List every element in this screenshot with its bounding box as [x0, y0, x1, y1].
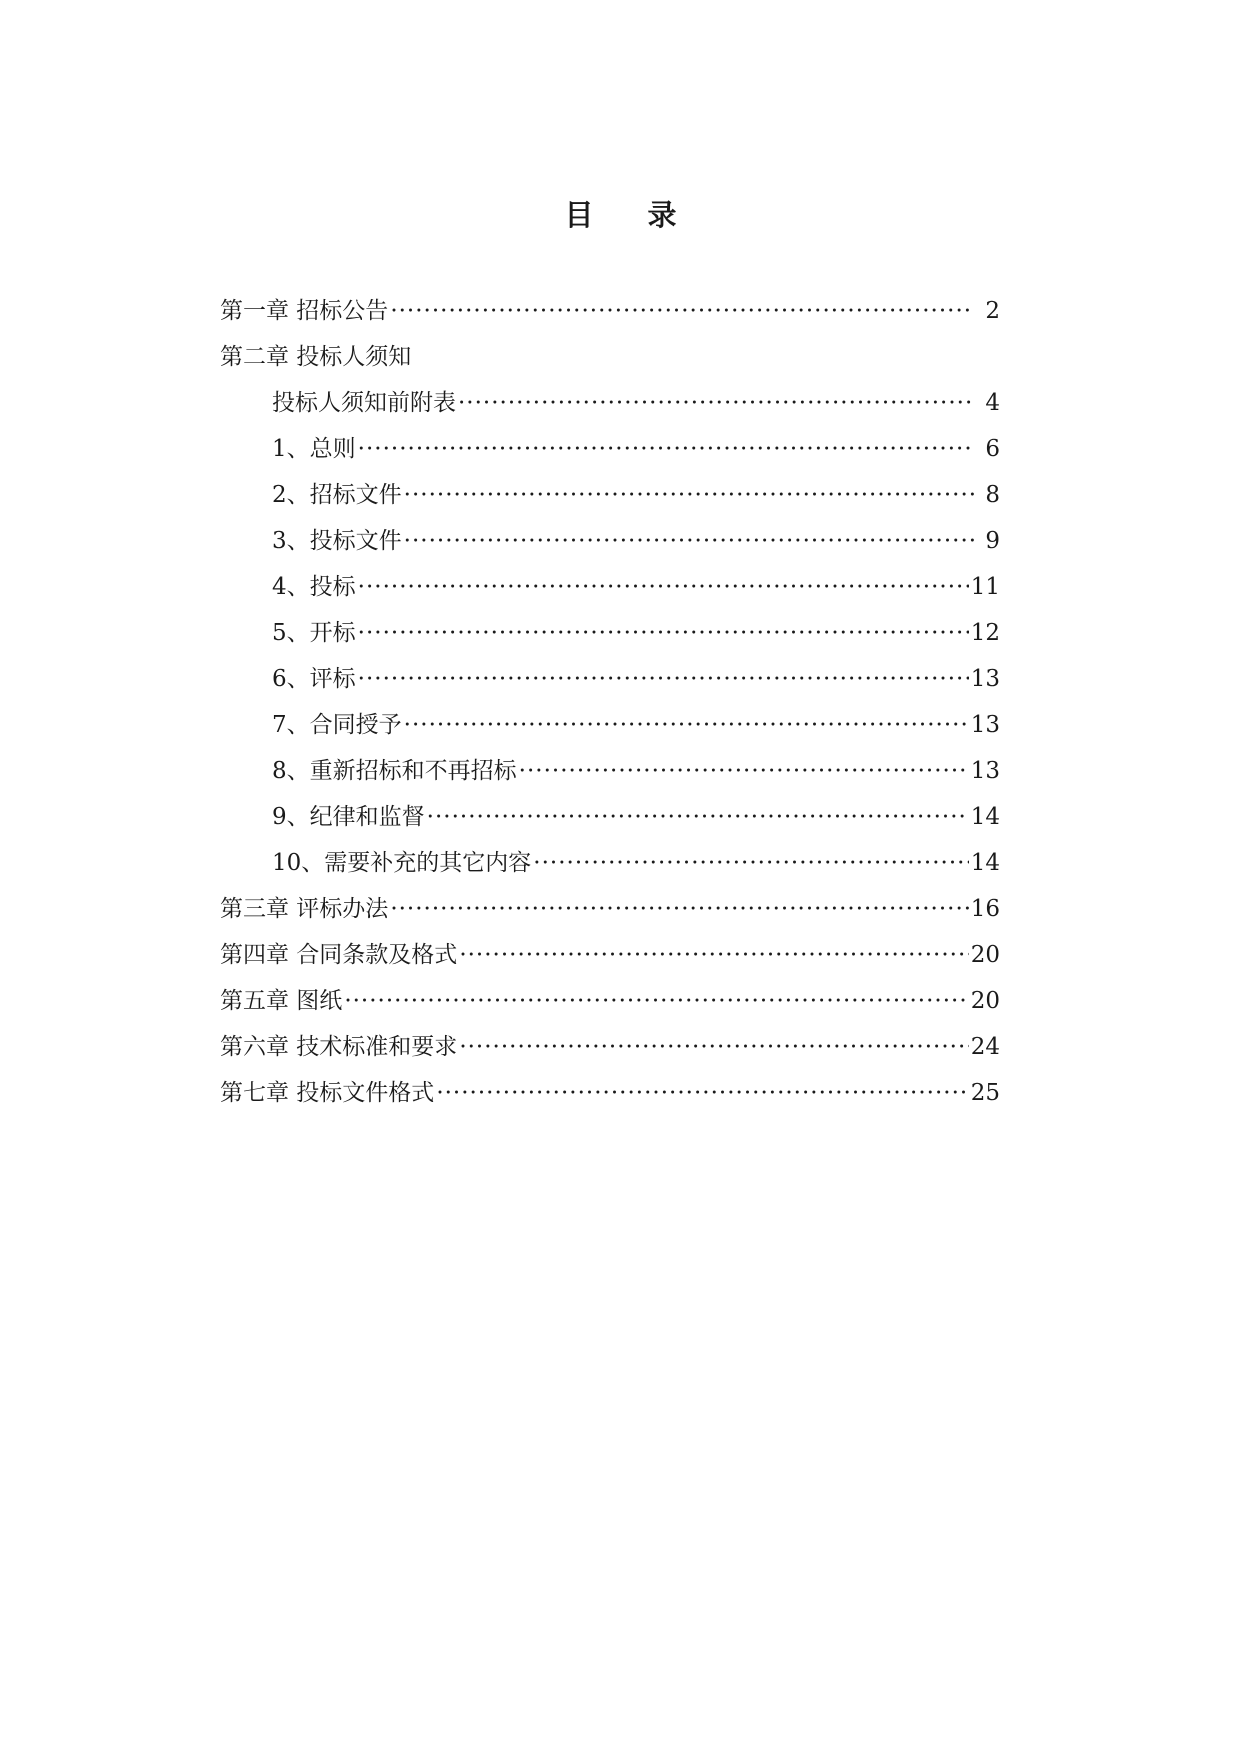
toc-entry-page-number: 8	[985, 482, 1000, 508]
toc-entry-page-number: 12	[970, 620, 1000, 646]
toc-entry-label: 第四章 合同条款及格式	[220, 942, 458, 968]
toc-entry-label: 8、重新招标和不再招标	[272, 758, 517, 784]
toc-entry-page-number: 16	[970, 896, 1000, 922]
toc-entry[interactable]	[220, 288, 1000, 334]
toc-entry-page-number: 14	[970, 804, 1000, 830]
toc-entry-label: 第七章 投标文件格式	[220, 1080, 435, 1106]
toc-entry[interactable]	[220, 564, 1000, 610]
toc-entry-label: 10、需要补充的其它内容	[272, 850, 532, 876]
toc-entry-page-number: 20	[970, 988, 1000, 1014]
toc-entry-page-number: 25	[970, 1080, 1000, 1106]
toc-entry[interactable]	[220, 702, 1000, 748]
toc-dot-leader	[404, 472, 974, 518]
toc-dot-leader	[404, 702, 969, 748]
toc-entry-label: 5、开标	[272, 620, 356, 646]
toc-dot-leader	[459, 1024, 968, 1070]
toc-entry-page-number: 9	[985, 528, 1000, 554]
toc-entry-label: 第一章 招标公告	[220, 298, 389, 324]
toc-entry-page-number: 13	[970, 666, 1000, 692]
toc-entry-label: 1、总则	[272, 436, 356, 462]
toc-entry[interactable]	[220, 472, 1000, 518]
toc-entry[interactable]	[220, 334, 1000, 380]
table-of-contents	[220, 288, 1000, 1116]
toc-dot-leader	[519, 748, 969, 794]
toc-entry[interactable]	[220, 426, 1000, 472]
toc-dot-leader	[358, 656, 969, 702]
toc-entry[interactable]	[220, 748, 1000, 794]
toc-dot-leader	[436, 1070, 968, 1116]
toc-title: 目 录	[564, 198, 699, 232]
toc-entry-page-number: 4	[985, 390, 1000, 416]
toc-entry[interactable]	[220, 1070, 1000, 1116]
toc-entry-label: 7、合同授予	[272, 712, 402, 738]
toc-entry-page-number: 20	[970, 942, 1000, 968]
toc-entry[interactable]	[220, 610, 1000, 656]
toc-entry-page-number: 2	[985, 298, 1000, 324]
toc-entry-page-number: 13	[970, 712, 1000, 738]
toc-entry[interactable]	[220, 840, 1000, 886]
toc-dot-leader	[358, 564, 969, 610]
toc-dot-leader	[390, 886, 968, 932]
toc-dot-leader	[427, 794, 969, 840]
toc-entry-label: 9、纪律和监督	[272, 804, 425, 830]
toc-entry-label: 第五章 图纸	[220, 988, 343, 1014]
toc-entry-label: 2、招标文件	[272, 482, 402, 508]
toc-dot-leader	[533, 840, 968, 886]
toc-entry[interactable]	[220, 794, 1000, 840]
toc-dot-leader	[458, 380, 974, 426]
toc-entry[interactable]	[220, 380, 1000, 426]
toc-entry[interactable]	[220, 978, 1000, 1024]
toc-entry[interactable]	[220, 1024, 1000, 1070]
toc-entry[interactable]	[220, 886, 1000, 932]
toc-entry-page-number: 24	[970, 1034, 1000, 1060]
toc-entry-label: 6、评标	[272, 666, 356, 692]
toc-dot-leader	[344, 978, 968, 1024]
toc-entry-page-number: 13	[970, 758, 1000, 784]
toc-dot-leader	[404, 518, 974, 564]
toc-entry-label: 投标人须知前附表	[272, 390, 456, 416]
toc-entry-page-number: 11	[970, 574, 1000, 600]
toc-entry[interactable]	[220, 656, 1000, 702]
toc-entry-page-number: 6	[985, 436, 1000, 462]
toc-entry-page-number: 14	[970, 850, 1000, 876]
toc-dot-leader	[358, 610, 969, 656]
toc-dot-leader	[459, 932, 968, 978]
toc-entry-label: 第二章 投标人须知	[220, 344, 412, 370]
toc-entry-label: 第三章 评标办法	[220, 896, 389, 922]
toc-dot-leader	[358, 426, 974, 472]
toc-entry-label: 4、投标	[272, 574, 356, 600]
toc-dot-leader	[390, 288, 974, 334]
toc-entry[interactable]	[220, 518, 1000, 564]
toc-entry-label: 3、投标文件	[272, 528, 402, 554]
toc-entry[interactable]	[220, 932, 1000, 978]
toc-entry-label: 第六章 技术标准和要求	[220, 1034, 458, 1060]
